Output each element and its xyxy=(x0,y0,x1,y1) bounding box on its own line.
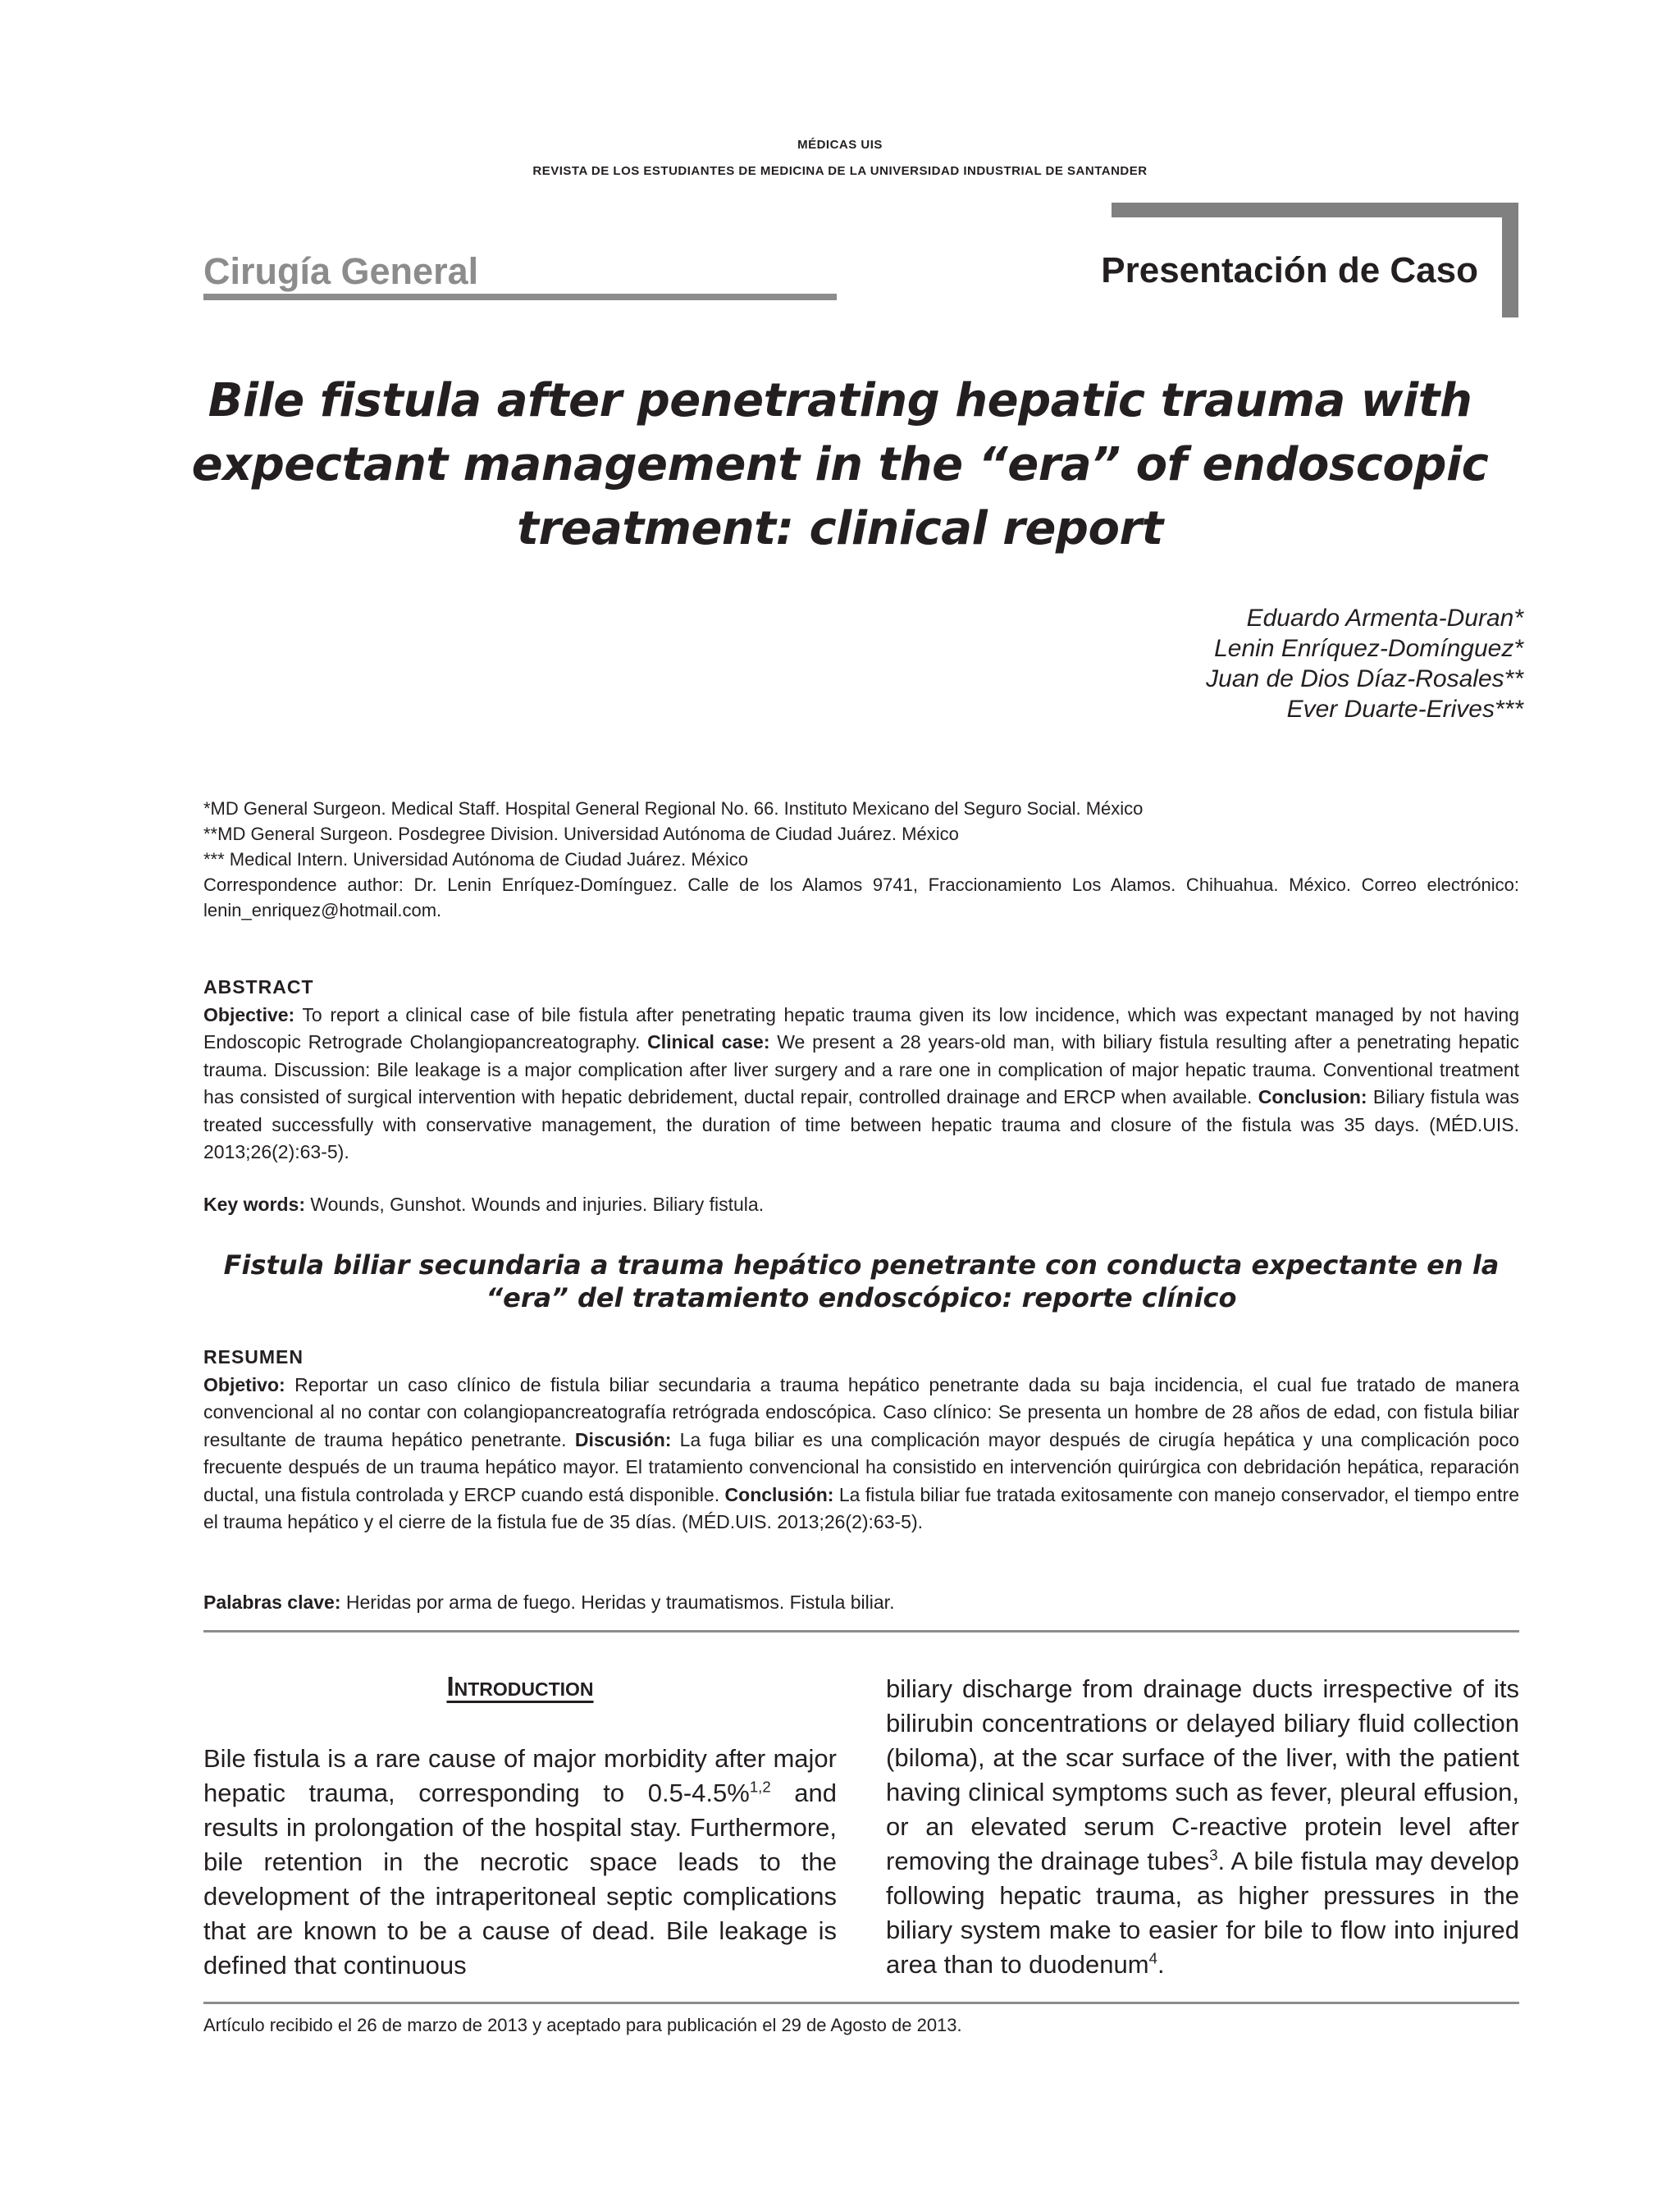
citation: 4 xyxy=(1148,1949,1157,1967)
affiliation: *** Medical Intern. Universidad Autónoma de Ciudad Juárez. México xyxy=(203,849,749,870)
article-title: Bile fistula after penetrating hepatic trauma with expectant management in the “era” of endoscopic treatment: clinical report xyxy=(191,374,1489,555)
corner-bar-top xyxy=(1112,203,1518,217)
introduction-heading: Introduction xyxy=(446,1671,594,1701)
intro-text: . xyxy=(1157,1950,1165,1979)
citation: 3 xyxy=(1209,1846,1218,1864)
abstract xyxy=(203,974,1519,1167)
section-underline xyxy=(203,294,837,300)
resumen-objective-label: Objetivo: xyxy=(203,1373,285,1395)
resumen-conclusion-label: Conclusión: xyxy=(724,1483,834,1505)
divider xyxy=(203,1630,1519,1633)
keywords-text: Wounds, Gunshot. Wounds and injuries. Biliary fistula. xyxy=(304,1194,765,1215)
author: Ever Duarte-Erives*** xyxy=(1286,696,1523,723)
author: Juan de Dios Díaz-Rosales** xyxy=(1206,665,1523,692)
affiliation: *MD General Surgeon. Medical Staff. Hospital General Regional No. 66. Instituto Mexicano del Seguro Social. México xyxy=(203,798,1144,819)
abstract-keywords xyxy=(203,1191,1519,1219)
abstract-objective-text: To report a clinical case of bile fistula after penetrating hepatic trauma given its low incidence, which was expectant managed by not having Endoscopic Retrograde Cholangiopancreatography. xyxy=(203,1003,1519,1053)
affiliations xyxy=(203,796,1519,923)
abstract-conclusion-text: Biliary fistula was treated successfully with conservative management, the duration of time between hepatic trauma and closure of the fistula was 35 days. (MÉD.UIS. 2013;26(2):63-5). xyxy=(203,1086,1519,1162)
abstract-heading: ABSTRACT xyxy=(203,976,314,998)
affiliation: **MD General Surgeon. Posdegree Division. Universidad Autónoma de Ciudad Juárez. México xyxy=(203,824,959,844)
abstract-conclusion-label: Conclusion: xyxy=(1258,1086,1367,1107)
section-label-right: Presentación de Caso xyxy=(1101,250,1478,290)
journal-subtitle: REVISTA DE LOS ESTUDIANTES DE MEDICINA DE LA UNIVERSIDAD INDUSTRIAL DE SANTANDER xyxy=(532,164,1148,178)
received-note: Artículo recibido el 26 de marzo de 2013 y aceptado para publicación el 29 de Agosto de 2013. xyxy=(203,2015,962,2035)
citation: 1,2 xyxy=(749,1778,771,1796)
abstract-objective-label: Objective: xyxy=(203,1003,295,1025)
resumen-objective-text: Reportar un caso clínico de fistula biliar secundaria a trauma hepático penetrante dada su baja incidencia, el cual fue tratado de manera convencional al no contar con colangiopancreatografía retrógrada endoscópica. Caso clínico: Se presenta un hombre de 28 años de edad, con fistula biliar resultante de trauma hepático penetrante. xyxy=(203,1373,1519,1450)
intro-text: . A bile fistula may develop following hepatic trauma, as higher pressures in the biliary system make to easier for bile to flow into injured area than to duodenum xyxy=(886,1847,1520,1979)
author-list xyxy=(984,603,1523,724)
section-label-left: Cirugía General xyxy=(203,250,479,292)
keywords-label: Key words: xyxy=(203,1194,305,1215)
resumen-conclusion-text: La fistula biliar fue tratada exitosamente con manejo conservador, el tiempo entre el trauma hepático y el cierre de la fistula fue de 35 días. (MÉD.UIS. 2013;26(2):63-5). xyxy=(203,1483,1519,1532)
resumen-body xyxy=(203,1372,1519,1537)
author: Eduardo Armenta-Duran* xyxy=(1246,605,1523,632)
palabras-clave-text: Heridas por arma de fuego. Heridas y traumatismos. Fistula biliar. xyxy=(340,1591,895,1613)
corner-bar-side xyxy=(1502,203,1518,317)
abstract-case-text: We present a 28 years-old man, with biliary fistula resulting after a penetrating hepatic trauma. Discussion: Bile leakage is a major complication after liver surgery and a rare one in complication of major hepatic trauma. Conventional treatment has consisted of surgical intervention with hepatic debridement, ductal repair, controlled drainage and ERCP when available. xyxy=(203,1031,1519,1107)
journal-name: MÉDICAS UIS xyxy=(797,138,883,152)
abstract-case-label: Clinical case: xyxy=(647,1031,770,1053)
resumen-heading: RESUMEN xyxy=(203,1346,304,1368)
intro-text: and results in prolongation of the hospital stay. Furthermore, bile retention in the necrotic space leads to the development of the intraperitoneal septic complications that are known to be a cause of dead. Bile leakage is defined that continuous xyxy=(203,1779,837,1980)
resumen-keywords xyxy=(203,1589,1519,1617)
correspondence: Correspondence author: Dr. Lenin Enríquez-Domínguez. Calle de los Alamos 9741, Fraccionamiento Los Alamos. Chihuahua. México. Correo electrónico: lenin_enriquez@hotmail.com. xyxy=(203,875,1519,920)
abstract-body xyxy=(203,1002,1519,1167)
author: Lenin Enríquez-Domínguez* xyxy=(1214,635,1523,662)
footer-divider xyxy=(203,2002,1519,2004)
intro-text: biliary discharge from drainage ducts irrespective of its bilirubin concentrations or delayed biliary fluid collection (biloma), at the scar surface of the liver, with the patient having clinical symptoms such as fever, pleural effusion, or an elevated serum C-reactive protein level after removing the drainage tubes xyxy=(886,1674,1519,1875)
body-column-right xyxy=(886,1672,1519,1982)
body-column-left xyxy=(203,1742,837,1983)
intro-text: Bile fistula is a rare cause of major morbidity after major hepatic trauma, corresponding to 0.5-4.5% xyxy=(203,1744,837,1807)
resumen-discussion-label: Discusión: xyxy=(574,1428,672,1450)
palabras-clave-label: Palabras clave: xyxy=(203,1591,341,1613)
resumen-discussion-text: La fuga biliar es una complicación mayor después de cirugía hepática y una complicación poco frecuente después de un trauma hepático mayor. El tratamiento convencional ha consistido en intervención quirúrgica con debridación hepática, reparación ductal, una fistula controlada y ERCP cuando está disponible. xyxy=(203,1428,1520,1505)
spanish-title: Fistula biliar secundaria a trauma hepático penetrante con conducta expectante en la “era” del tratamiento endoscópico: reporte clínico xyxy=(223,1249,1500,1313)
resumen xyxy=(203,1344,1519,1537)
